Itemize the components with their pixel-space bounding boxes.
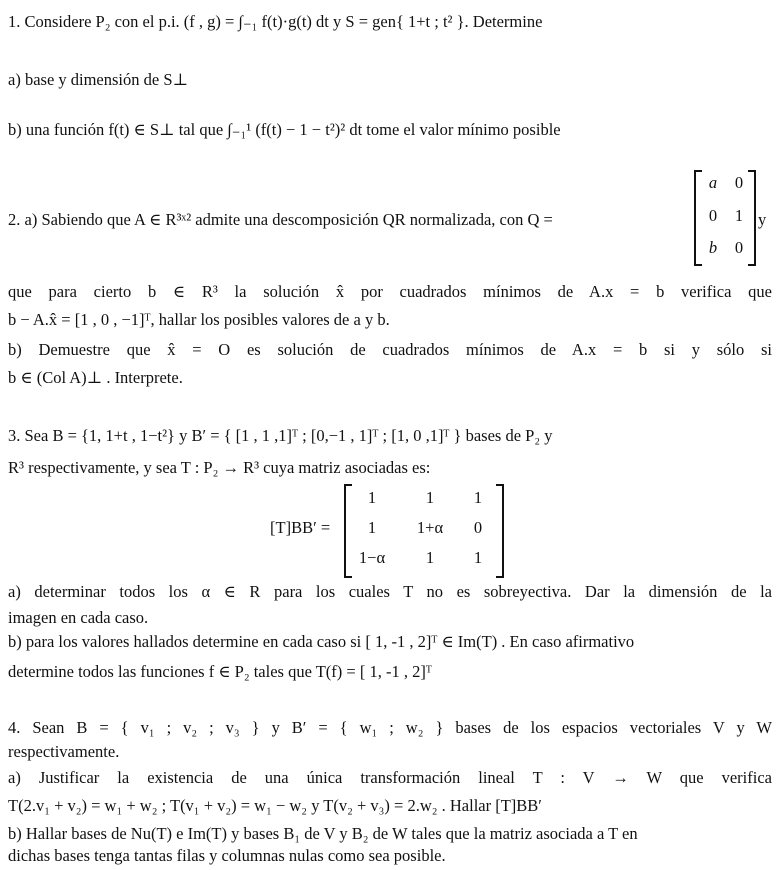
q-cell: 0 <box>708 206 718 225</box>
t-cell: 1 <box>367 488 377 507</box>
q-cell: b <box>708 238 718 257</box>
p4a-line1: a) Justificar la existencia de una única transformación lineal T : V → W que verifica <box>8 768 772 787</box>
t-cell: 1+α <box>416 518 444 537</box>
p2b-line1: b) Demuestre que x̂ = O es solución de cuadrados mínimos de A.x = b si y sólo si <box>8 340 772 359</box>
t-cell: 0 <box>473 518 483 537</box>
t-cell: 1 <box>367 518 377 537</box>
t-cell: 1 <box>425 488 435 507</box>
p4-line1: 4. Sean B = { v₁ ; v₂ ; v₃ } y B′ = { w₁ ; w₂ } bases de los espacios vectoriales V y W <box>8 718 772 737</box>
p4b-line2: dichas bases tenga tantas filas y columnas nulas como sea posible. <box>8 846 446 865</box>
q-cell: 0 <box>734 173 744 192</box>
p2a-line2: que para cierto b ∈ R³ la solución x̂ por cuadrados mínimos de A.x = b verifica que <box>8 282 772 301</box>
q-cell: 1 <box>734 206 744 225</box>
p2a-line1-end: y <box>758 210 767 229</box>
t-cell: 1 <box>425 548 435 567</box>
p4b-line1: b) Hallar bases de Nu(T) e Im(T) y bases B₁ de V y B₂ de W tales que la matriz asociada a T en <box>8 824 638 843</box>
p3-line1: 3. Sea B = {1, 1+t , 1−t²} y B′ = { [1 , 1 ,1]ᵀ ; [0,−1 , 1]ᵀ ; [1, 0 ,1]ᵀ } bases de P₂ y <box>8 426 553 445</box>
p4a-line2: T(2.v₁ + v₂) = w₁ + w₂ ; T(v₁ + v₂) = w₁ − w₂ y T(v₂ + v₃) = 2.w₂ . Hallar [T]BB′ <box>8 796 542 815</box>
t-matrix-label: [T]BB′ = <box>270 518 331 537</box>
p3b-line2: determine todos las funciones f ∈ P₂ tales que T(f) = [ 1, -1 , 2]ᵀ <box>8 662 432 681</box>
p3a-line2: imagen en cada caso. <box>8 608 149 627</box>
t-cell: 1 <box>473 548 483 567</box>
t-matrix <box>344 484 504 578</box>
q-matrix <box>694 170 756 266</box>
p4-line2: respectivamente. <box>8 742 120 761</box>
p2a-line1: 2. a) Sabiendo que A ∈ R³ˣ² admite una descomposición QR normalizada, con Q = <box>8 210 553 229</box>
p1-item-a: a) base y dimensión de S⊥ <box>8 70 189 89</box>
p3-line2: R³ respectivamente, y sea T : P₂ → R³ cuya matriz asociadas es: <box>8 458 431 477</box>
p2b-line2: b ∈ (Col A)⊥ . Interprete. <box>8 368 183 387</box>
q-cell: 0 <box>734 238 744 257</box>
p1-item-b: b) una función f(t) ∈ S⊥ tal que ∫₋₁¹ (f(t) − 1 − t²)² dt tome el valor mínimo posible <box>8 120 561 139</box>
p3a-line1: a) determinar todos los α ∈ R para los cuales T no es sobreyectiva. Dar la dimensión de la <box>8 582 772 601</box>
t-cell: 1 <box>473 488 483 507</box>
p3b-line1: b) para los valores hallados determine en cada caso si [ 1, -1 , 2]ᵀ ∈ Im(T) . En caso afirmativo <box>8 632 635 651</box>
p2a-line3: b − A.x̂ = [1 , 0 , −1]ᵀ, hallar los posibles valores de a y b. <box>8 310 390 329</box>
q-cell: a <box>708 173 718 192</box>
t-cell: 1−α <box>358 548 386 567</box>
p1-statement: 1. Considere P₂ con el p.i. (f , g) = ∫₋₁ f(t)·g(t) dt y S = gen{ 1+t ; t² }. Determine <box>8 12 543 31</box>
